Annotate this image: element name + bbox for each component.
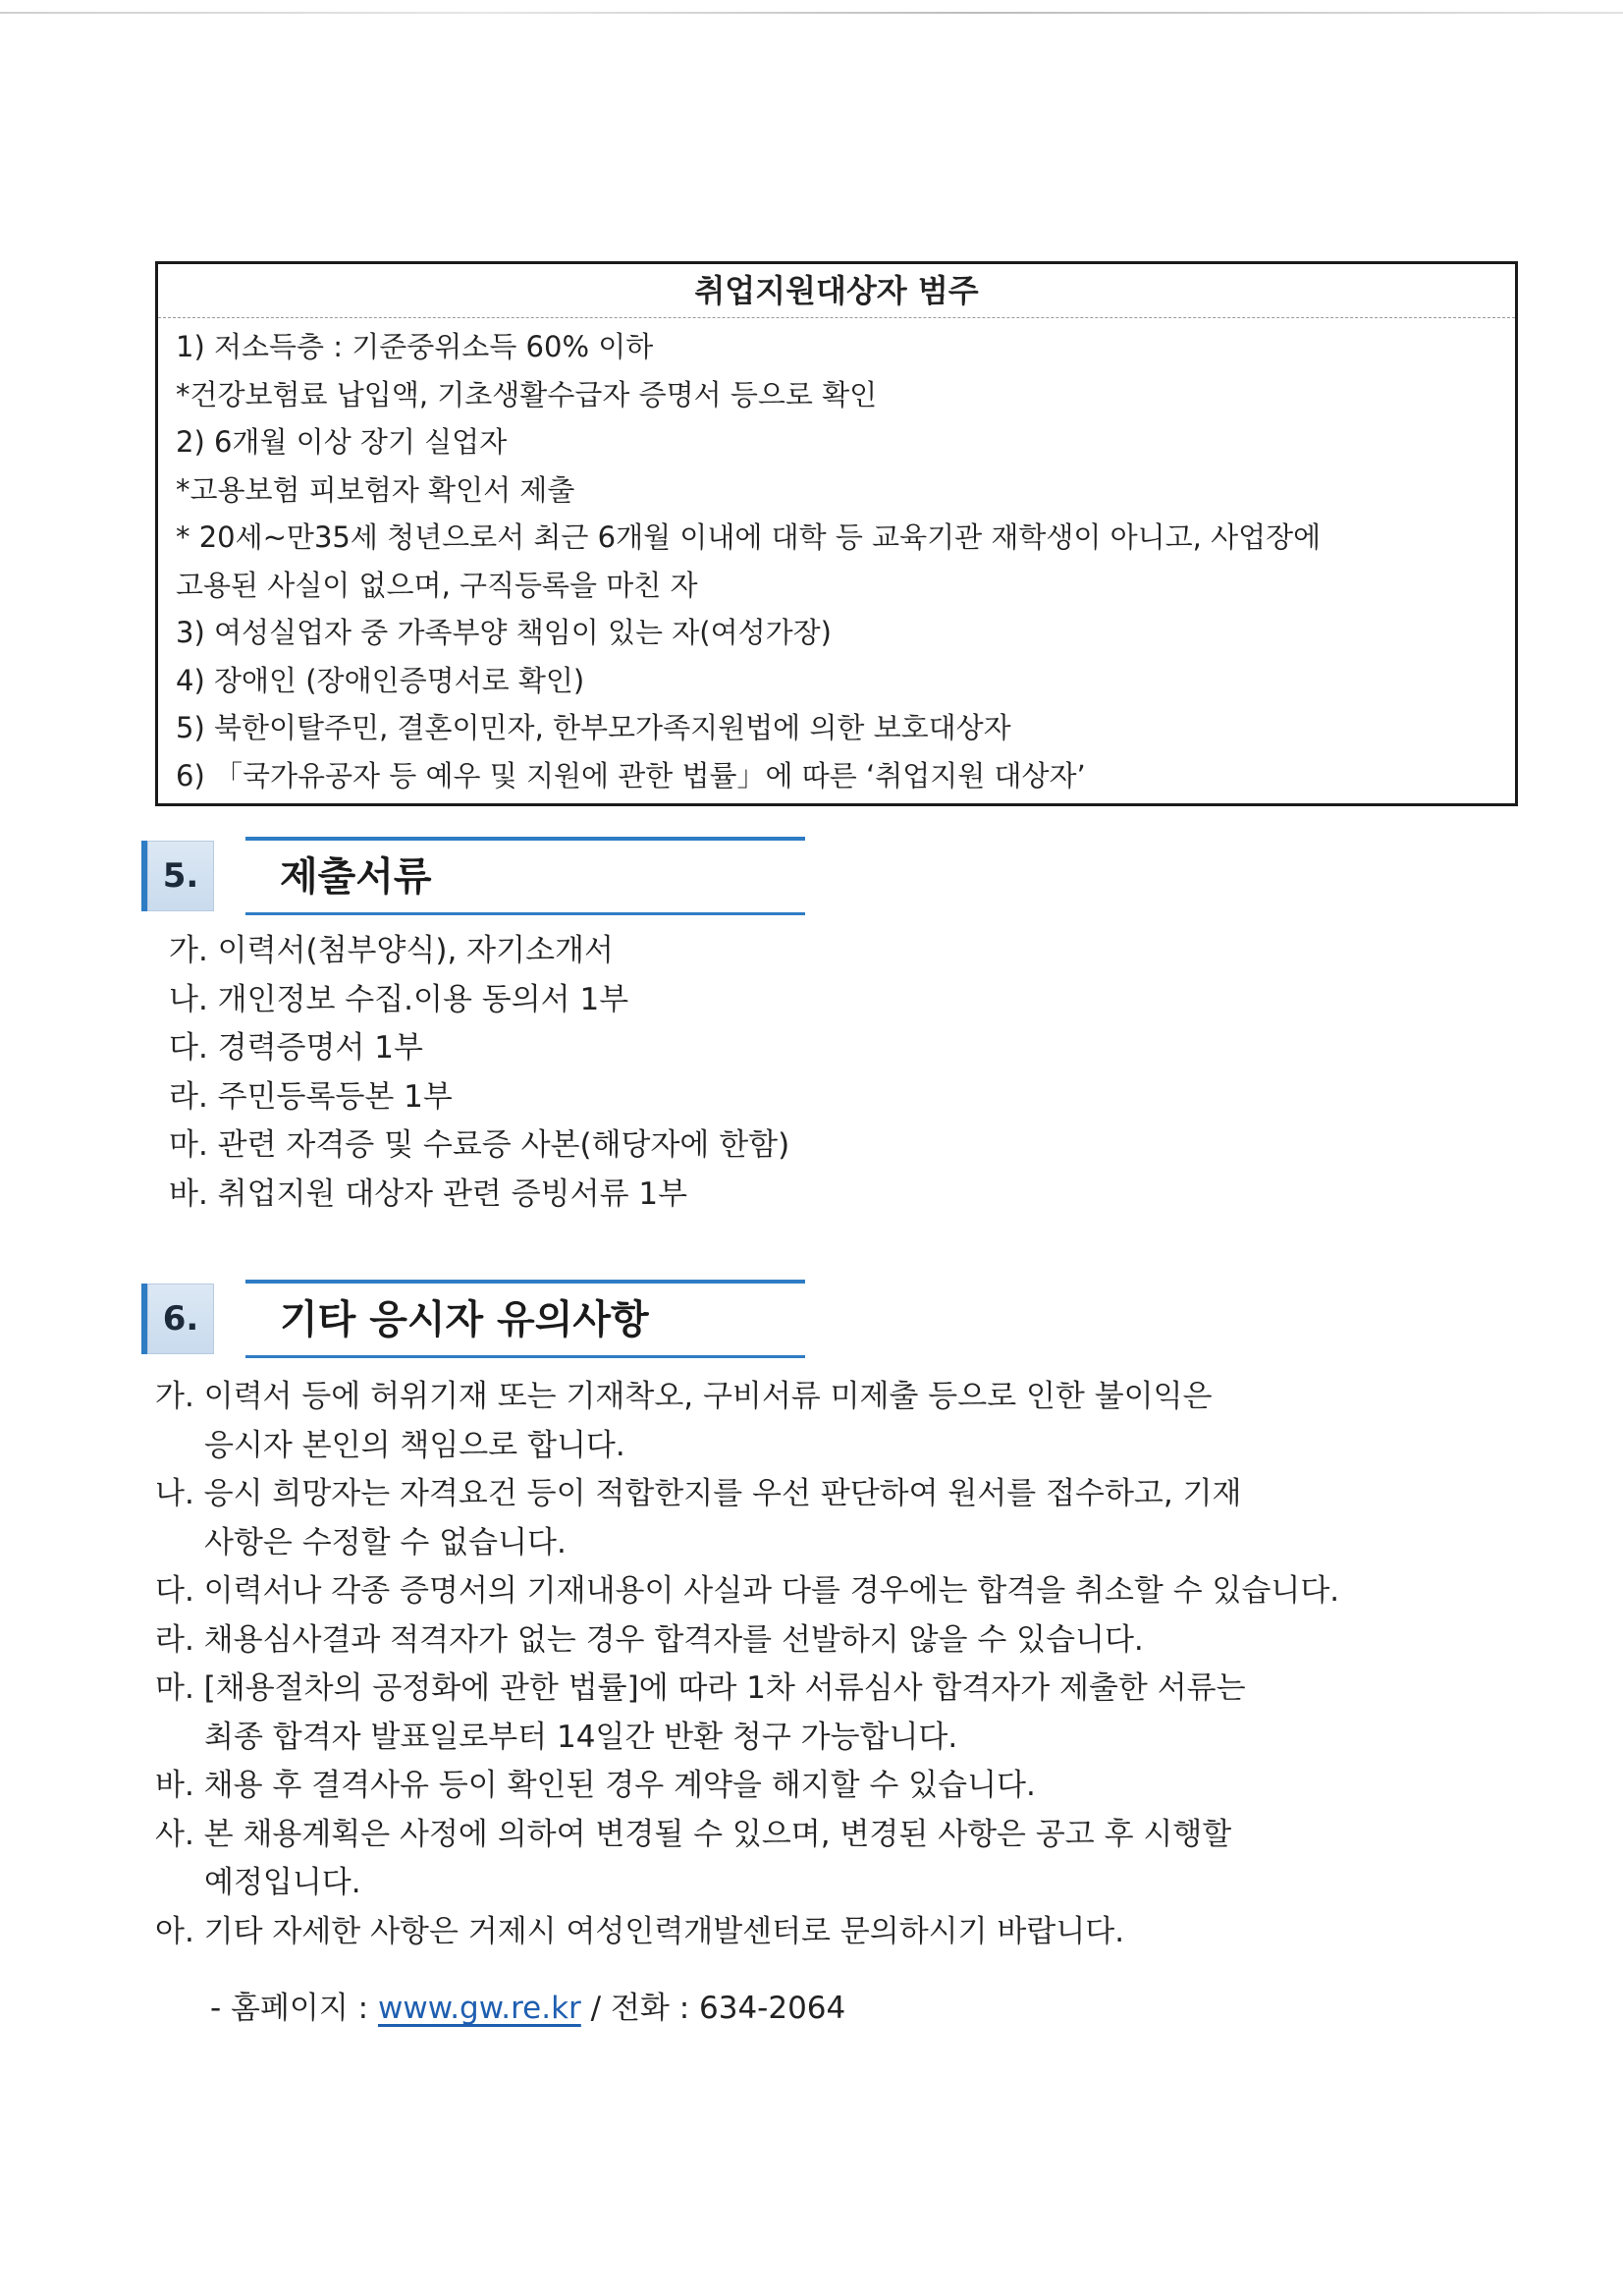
list-item: 가. 이력서(첨부양식), 자기소개서	[169, 933, 614, 968]
eligibility-line: * 20세~만35세 청년으로서 최근 6개월 이내에 대학 등 교육기관 재학생이 아니고, 사업장에	[176, 520, 1322, 554]
eligibility-line: 고용된 사실이 없으며, 구직등록을 마친 자	[176, 568, 698, 602]
eligibility-line: 4) 장애인 (장애인증명서로 확인)	[176, 663, 585, 697]
phone-text: / 전화 : 634-2064	[580, 1991, 846, 2026]
eligibility-line: 6) 「국가유공자 등 예우 및 지원에 관한 법률」에 따른 ‘취업지원 대상자’	[176, 758, 1086, 793]
section-6-rule-bottom	[245, 1355, 805, 1358]
eligibility-box	[155, 261, 1518, 806]
eligibility-lines	[176, 323, 1505, 799]
note-text: 나. 응시 희망자는 자격요건 등이 적합한지를 우선 판단하여 원서를 접수하고, 기재	[155, 1476, 1242, 1511]
contact-prefix: - 홈페이지 :	[210, 1991, 378, 2026]
eligibility-line: *고용보험 피보험자 확인서 제출	[176, 472, 575, 507]
section-5-heading	[147, 837, 697, 915]
eligibility-line: 3) 여성실업자 중 가족부양 책임이 있는 자(여성가장)	[176, 616, 832, 649]
eligibility-line: 2) 6개월 이상 장기 실업자	[176, 425, 508, 459]
note-item	[155, 1616, 1461, 1666]
section-6-number: 6.	[147, 1284, 214, 1354]
note-item	[155, 1665, 1461, 1762]
note-continuation: 응시자 본인의 책임으로 합니다.	[204, 1427, 625, 1463]
note-item	[155, 1811, 1461, 1908]
note-item	[155, 1762, 1461, 1811]
section-5-rule-bottom	[245, 912, 805, 915]
note-text: 아. 기타 자세한 사항은 거제시 여성인력개발센터로 문의하시기 바랍니다.	[155, 1913, 1125, 1949]
list-item: 다. 경력증명서 1부	[169, 1030, 423, 1066]
note-text: 마. [채용절차의 공정화에 관한 법률]에 따라 1차 서류심사 합격자가 제출한 서류는	[155, 1670, 1246, 1706]
homepage-link[interactable]: www.gw.re.kr	[377, 1991, 581, 2026]
note-item	[155, 1470, 1461, 1567]
contact-line	[210, 1984, 845, 2033]
note-text: 가. 이력서 등에 허위기재 또는 기재착오, 구비서류 미제출 등으로 인한 불이익은	[155, 1379, 1213, 1414]
list-item: 바. 취업지원 대상자 관련 증빙서류 1부	[169, 1175, 688, 1212]
list-item: 마. 관련 자격증 및 수료증 사본(해당자에 한함)	[169, 1127, 790, 1163]
list-item: 라. 주민등록등본 1부	[169, 1078, 453, 1115]
note-continuation: 사항은 수정할 수 없습니다.	[204, 1524, 567, 1560]
section-6-rule-top	[245, 1280, 805, 1284]
note-continuation: 예정입니다.	[204, 1865, 361, 1900]
note-item	[155, 1567, 1461, 1616]
note-text: 라. 채용심사결과 적격자가 없는 경우 합격자를 선발하지 않을 수 있습니다.	[155, 1621, 1144, 1658]
section-5-number: 5.	[147, 841, 214, 911]
section-5-rule-top	[245, 837, 805, 841]
applicant-notes-list	[155, 1373, 1461, 1956]
section-6-heading	[147, 1280, 697, 1358]
list-item: 나. 개인정보 수집.이용 동의서 1부	[169, 981, 629, 1017]
note-text: 다. 이력서나 각종 증명서의 기재내용이 사실과 다를 경우에는 합격을 취소할 수 있습니다.	[155, 1573, 1340, 1609]
note-text: 사. 본 채용계획은 사정에 의하여 변경될 수 있으며, 변경된 사항은 공고 후 시행할	[155, 1816, 1232, 1852]
note-item	[155, 1908, 1461, 1957]
eligibility-line: 5) 북한이탈주민, 결혼이민자, 한부모가족지원법에 의한 보호대상자	[176, 711, 1011, 744]
note-text: 바. 채용 후 결격사유 등이 확인된 경우 계약을 해지할 수 있습니다.	[155, 1768, 1036, 1803]
eligibility-line: 1) 저소득층 : 기준중위소득 60% 이하	[176, 330, 654, 363]
eligibility-line: *건강보험료 납입액, 기초생활수급자 증명서 등으로 확인	[176, 377, 878, 411]
note-item	[155, 1373, 1461, 1470]
section-5-title: 제출서류	[280, 854, 432, 900]
section-6-title: 기타 응시자 유의사항	[280, 1297, 649, 1342]
eligibility-box-title: 취업지원대상자 범주	[158, 264, 1515, 318]
scan-edge-line	[0, 12, 1623, 14]
note-continuation: 최종 합격자 발표일로부터 14일간 반환 청구 가능합니다.	[204, 1719, 958, 1755]
required-documents-list	[169, 927, 789, 1219]
